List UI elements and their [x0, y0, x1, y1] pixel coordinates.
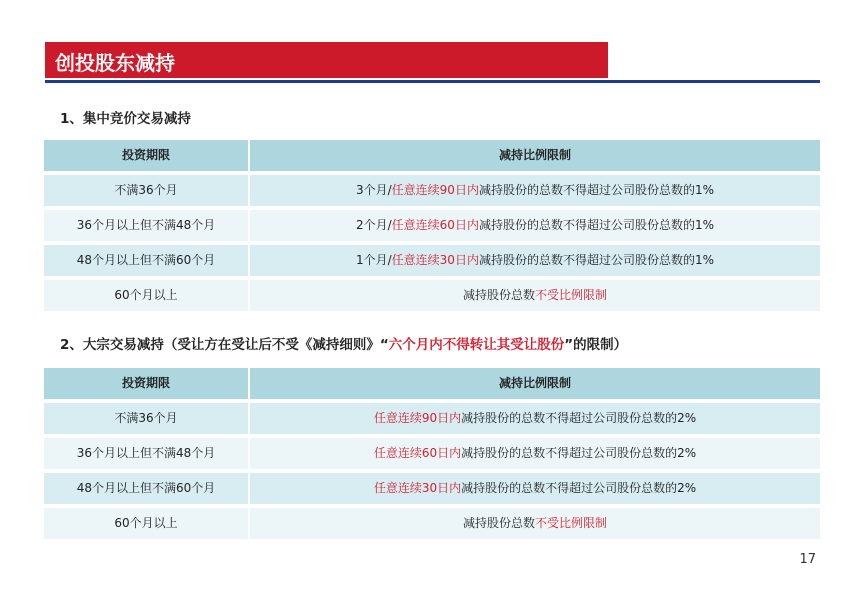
table-row: [44, 473, 820, 504]
section2-heading: 2、大宗交易减持（受让方在受让后不受《减持细则》“六个月内不得转让其受让股份”的限制）: [60, 337, 628, 353]
table-row: [44, 508, 820, 539]
limit-cell: 任意连续30日内减持股份的总数不得超过公司股份总数的2%: [250, 473, 820, 504]
period-cell: 60个月以上: [44, 280, 248, 311]
limit-cell: 减持股份总数不受比例限制: [250, 280, 820, 311]
page-number: 17: [799, 552, 816, 567]
title-divider: [45, 80, 820, 83]
period-cell: 60个月以上: [44, 508, 248, 539]
limit-cell: 2个月/任意连续60日内减持股份的总数不得超过公司股份总数的1%: [250, 210, 820, 241]
table-row: [44, 245, 820, 276]
period-cell: 48个月以上但不满60个月: [44, 245, 248, 276]
period-cell: 不满36个月: [44, 403, 248, 434]
header-limit: 减持比例限制: [250, 368, 820, 399]
table-row: [44, 210, 820, 241]
title-bar: [45, 42, 608, 78]
limit-cell: 1个月/任意连续30日内减持股份的总数不得超过公司股份总数的1%: [250, 245, 820, 276]
section1-heading: 1、集中竞价交易减持: [60, 111, 191, 127]
header-period: 投资期限: [44, 140, 248, 171]
period-cell: 48个月以上但不满60个月: [44, 473, 248, 504]
page-title: 创投股东减持: [55, 51, 175, 75]
period-cell: 36个月以上但不满48个月: [44, 210, 248, 241]
header-limit: 减持比例限制: [250, 140, 820, 171]
header-period: 投资期限: [44, 368, 248, 399]
period-cell: 36个月以上但不满48个月: [44, 438, 248, 469]
table-row: [44, 403, 820, 434]
limit-cell: 任意连续90日内减持股份的总数不得超过公司股份总数的2%: [250, 403, 820, 434]
table-row: [44, 438, 820, 469]
limit-cell: 减持股份总数不受比例限制: [250, 508, 820, 539]
table-row: [44, 175, 820, 206]
table-header-row: [44, 368, 820, 399]
limit-cell: 3个月/任意连续90日内减持股份的总数不得超过公司股份总数的1%: [250, 175, 820, 206]
period-cell: 不满36个月: [44, 175, 248, 206]
table-row: [44, 280, 820, 311]
limit-cell: 任意连续60日内减持股份的总数不得超过公司股份总数的2%: [250, 438, 820, 469]
table-header-row: [44, 140, 820, 171]
